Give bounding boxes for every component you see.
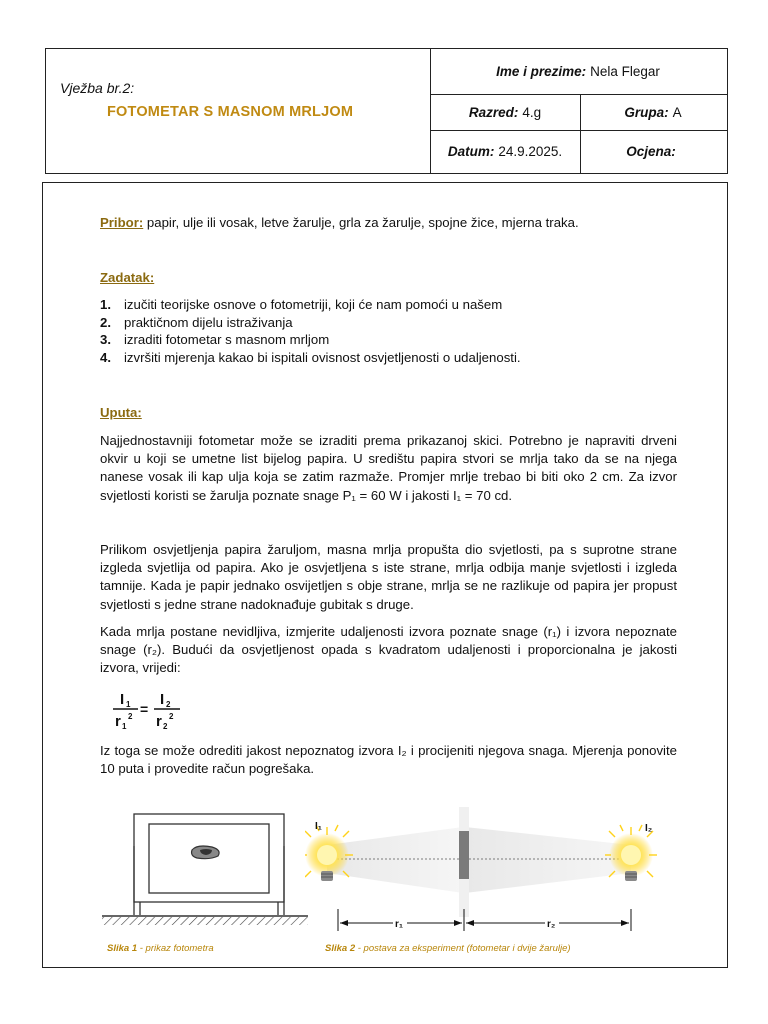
formula-equals: =: [140, 701, 149, 717]
name-label: Ime i prezime:: [496, 63, 587, 79]
pribor-heading: Pribor:: [100, 215, 144, 230]
list-item: 1. izučiti teorijske osnove o fotometriji, koji će nam pomoći u našem: [100, 297, 503, 312]
arrow-head: [454, 920, 462, 926]
date-label: Datum:: [447, 143, 495, 159]
arrow-head: [340, 920, 348, 926]
formula-num-left: I: [120, 691, 125, 708]
date-value: 24.9.2025.: [498, 143, 563, 159]
name-value: Nela Flegar: [590, 63, 660, 79]
zadatak-heading: Zadatak:: [100, 270, 155, 285]
group-label: Grupa:: [624, 104, 669, 120]
group-cell: [580, 94, 726, 130]
list-item: 3. izraditi fotometar s masnom mrljom: [100, 332, 330, 347]
exercise-title: FOTOMETAR S MASNOM MRLJOM: [107, 104, 354, 120]
formula-den-left: r: [115, 713, 121, 730]
group-value: A: [672, 104, 682, 120]
formula-den-right: r: [156, 713, 162, 730]
list-item: 2. praktičnom dijelu istraživanja: [100, 314, 293, 330]
figure-setup: [305, 805, 685, 933]
exercise-number: Vježba br.2:: [60, 80, 135, 96]
pribor-line: [100, 214, 680, 232]
formula-den-right-sup: 2: [169, 712, 174, 721]
formula-den-right-sub: 2: [163, 722, 168, 731]
caption-figure-2: Slika 2 - postava za eksperiment (fotometar i dvije žarulje): [325, 943, 571, 954]
arrow-head: [621, 920, 629, 926]
paragraph-measure: Kada mrlja postane nevidljiva, izmjerite udaljenosti izvora poznate snage (r₁) i izvora nepoznate snage (r₂). Budući da osvjetljenost opada s kvadratom udaljenosti i proporcionalna je jakosti izvora, vrijedi:: [100, 624, 677, 676]
paragraph-observation: Prilikom osvjetljenja papira žaruljom, masna mrlja propušta dio svjetlosti, pa s suprotne strane izgleda svjetlija od papira. Ako je osvjetljena s iste strane, mrlja odbija manje svjetlosti i izgleda tamnije. Kada je papir jednako osvijetljen s obje strane, mrlja se ne razlikuje od papira jer propust svjetlosti s jedne strane nadoknađuje gubitak s druge.: [100, 542, 677, 612]
class-value: 4.g: [522, 104, 542, 120]
label-i1: I₁: [315, 821, 322, 832]
name-cell: [430, 52, 726, 90]
paragraph-conclusion: Iz toga se može odrediti jakost nepoznatog izvora I₂ i procijeniti njegova snaga. Mjerenja ponovite 10 puta i provedite račun pogrešaka.: [100, 743, 677, 777]
photometer-plate: [459, 831, 469, 879]
figure-photometer: [100, 810, 310, 930]
uputa-heading: Uputa:: [100, 405, 142, 420]
light-beam-right: [465, 827, 631, 893]
formula-num-right: I: [160, 691, 165, 708]
list-item: 4. izvršiti mjerenja kakao bi ispitali ovisnost osvjetljenosti o udaljenosti.: [100, 349, 521, 365]
formula-num-right-sub: 2: [166, 700, 171, 709]
formula-den-left-sup: 2: [128, 712, 133, 721]
formula-num-left-sub: 1: [126, 700, 131, 709]
formula-den-left-sub: 1: [122, 722, 127, 731]
caption-figure-1: Slika 1 - prikaz fotometra: [107, 943, 214, 954]
formula: [108, 686, 188, 732]
paragraph-intro: Najjednostavniji fotometar može se izraditi prema prikazanoj skici. Potrebno je napraviti drveni okvir u koji se umetne list bijelog papira. U središtu papira stvori se mrlja tako da se na njega nanese vosak ili kap ulja koja se zatim razmaže. Promjer mrlje trebao bi biti oko 2 cm. Za izvor svjetlosti koristi se žarulja poznate snage P₁ = 60 W i jakosti I₁ = 70 cd.: [100, 433, 677, 503]
label-i2: I₂: [645, 823, 653, 834]
pribor-text: papir, ulje ili vosak, letve žarulje, grla za žarulje, spojne žice, mjerna traka.: [143, 215, 579, 230]
date-cell: [430, 131, 580, 171]
grade-label: Ocjena:: [626, 143, 676, 159]
arrow-head: [466, 920, 474, 926]
ground-hatch: [102, 917, 308, 925]
class-label: Razred:: [468, 104, 519, 120]
grade-cell: [580, 131, 726, 171]
label-r2: r₂: [547, 919, 556, 930]
task-list: [100, 297, 680, 367]
class-cell: [430, 94, 580, 130]
label-r1: r₁: [395, 919, 404, 930]
